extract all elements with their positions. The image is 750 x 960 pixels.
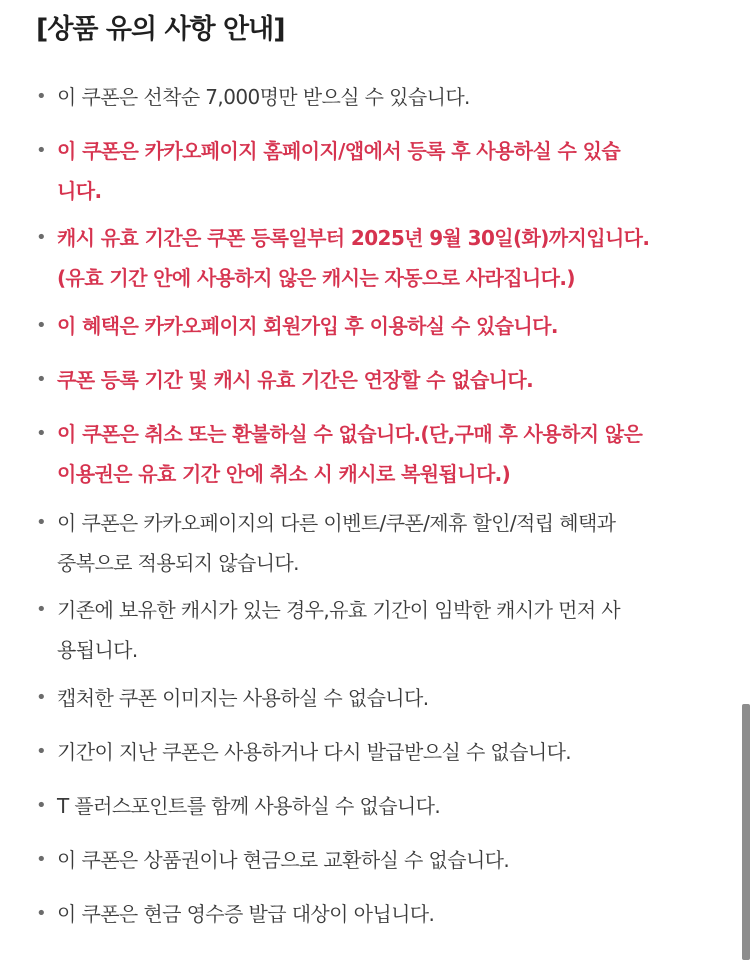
bullet-icon: • [36, 741, 47, 762]
page-title: [상품 유의 사항 안내] [36, 14, 285, 45]
bullet-icon: • [36, 86, 47, 107]
bullet-icon: • [36, 599, 47, 620]
bullet-icon: • [36, 687, 47, 708]
scrollbar-thumb[interactable] [742, 704, 750, 960]
bullet-icon: • [36, 512, 47, 533]
notice-text: 이 쿠폰은 취소 또는 환불하실 수 없습니다.(단,구매 후 사용하지 않은 이용권은 유효 기간 안에 취소 시 캐시로 복원됩니다.) [57, 422, 643, 486]
bullet-icon: • [36, 140, 47, 161]
notice-text: 캡처한 쿠폰 이미지는 사용하실 수 없습니다. [57, 686, 429, 710]
notice-text: 이 쿠폰은 카카오페이지 홈페이지/앱에서 등록 후 사용하실 수 있습 니다. [57, 139, 621, 203]
bullet-icon: • [36, 369, 47, 390]
bullet-icon: • [36, 227, 47, 248]
notice-text: 기존에 보유한 캐시가 있는 경우,유효 기간이 임박한 캐시가 먼저 사 용됩니다. [57, 598, 621, 662]
bullet-icon: • [36, 849, 47, 870]
bullet-icon: • [36, 315, 47, 336]
notice-text: T 플러스포인트를 함께 사용하실 수 없습니다. [57, 794, 441, 818]
bullet-icon: • [36, 795, 47, 816]
notice-text: 쿠폰 등록 기간 및 캐시 유효 기간은 연장할 수 없습니다. [57, 368, 534, 392]
bullet-icon: • [36, 903, 47, 924]
notice-text: 캐시 유효 기간은 쿠폰 등록일부터 2025년 9월 30일(화)까지입니다. (유효 기간 안에 사용하지 않은 캐시는 자동으로 사라집니다.) [57, 226, 650, 290]
notice-text: 이 쿠폰은 선착순 7,000명만 받으실 수 있습니다. [57, 85, 470, 109]
notice-text: 이 혜택은 카카오페이지 회원가입 후 이용하실 수 있습니다. [57, 314, 558, 338]
notice-text: 이 쿠폰은 현금 영수증 발급 대상이 아닙니다. [57, 902, 435, 926]
notice-text: 이 쿠폰은 카카오페이지의 다른 이벤트/쿠폰/제휴 할인/적립 혜택과 중복으로 적용되지 않습니다. [57, 511, 616, 575]
notice-text: 이 쿠폰은 상품권이나 현금으로 교환하실 수 없습니다. [57, 848, 510, 872]
notice-text: 기간이 지난 쿠폰은 사용하거나 다시 발급받으실 수 없습니다. [57, 740, 572, 764]
bullet-icon: • [36, 423, 47, 444]
